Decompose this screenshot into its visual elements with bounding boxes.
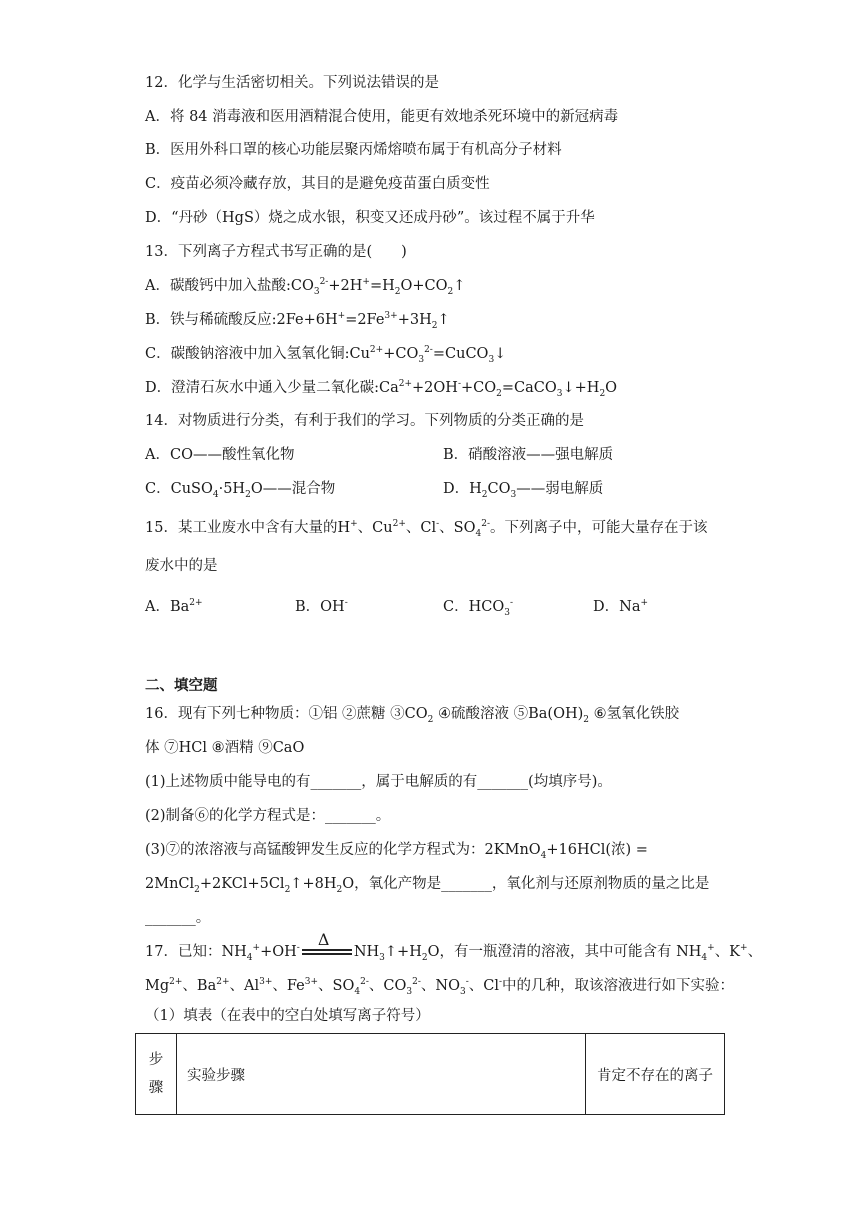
q13-option-a: A．碳酸钙中加入盐酸$:CO_3^{2-}+2H^+=H_2O+CO_2↑$ bbox=[145, 277, 466, 297]
q12-option-a: A．将 84 消毒液和医用酒精混合使用，能更有效地杀死环境中的新冠病毒 bbox=[145, 109, 619, 125]
q14-option-b: B．硝酸溶液——强电解质 bbox=[443, 447, 614, 463]
q16-part1: (1)上述物质中能导电的有_______，属于电解质的有_______(均填序号)。 bbox=[145, 774, 612, 790]
q16-stem-cont: 体 ⑦HCl ⑧酒精 ⑨CaO bbox=[145, 740, 305, 756]
table-row bbox=[136, 1034, 725, 1115]
q16-part3-cont: $2MnCl_2+2KCl+5Cl_2↑+8H_2O$，氧化产物是_______，氧化剂与还原剂物质的量之比是 bbox=[145, 876, 710, 895]
q13-option-b: B．铁与稀硫酸反应$:2Fe+6H^+=2Fe^{3+}+3H_2↑$ bbox=[145, 311, 450, 331]
q17-stem: 17．已知：$NH_4^++OH^-$ Δ $NH_3↑+H_2O$，有一瓶澄清的溶液，其中可能含有 $NH_4^+$、K+、 bbox=[145, 930, 763, 963]
q16-part2: (2)制备⑥的化学方程式是：_______。 bbox=[145, 808, 391, 824]
header-procedure: 实验步骤 bbox=[177, 1034, 586, 1115]
q14-option-c: C．$CuSO_4\cdot 5H_2O——$混合物 bbox=[145, 481, 336, 500]
q15-option-c: C．$HCO_3^-$ bbox=[443, 598, 514, 618]
header-step: 步 骤 bbox=[136, 1034, 177, 1115]
q15-option-a: A．$Ba^{2+}$ bbox=[145, 598, 203, 615]
q12-option-c: C．疫苗必须冷藏存放，其目的是避免疫苗蛋白质变性 bbox=[145, 176, 490, 192]
q16-stem: 16．现有下列七种物质：①铝 ②蔗糖 $③CO_2$ ④硫酸溶液 $⑤Ba(OH)_2$ ⑥氢氧化铁胶 bbox=[145, 706, 680, 725]
q16-part3-end: _______。 bbox=[145, 910, 211, 926]
header-absent-ions: 肯定不存在的离子 bbox=[586, 1034, 725, 1115]
q13-option-c: C．碳酸钠溶液中加入氢氧化铜$:Cu^{2+}+CO_3^{2-}=CuCO_3↓$ bbox=[145, 345, 507, 365]
section-title: 二、填空题 bbox=[145, 677, 218, 694]
heat-arrow-icon: Δ bbox=[300, 942, 354, 962]
q12-option-d: D．“丹砂（HgS）烧之成水银，积变又还成丹砂”。该过程不属于升华 bbox=[145, 210, 595, 226]
q14-option-d: D．$H_2CO_3——$弱电解质 bbox=[443, 481, 604, 500]
q14-stem: 14．对物质进行分类，有利于我们的学习。下列物质的分类正确的是 bbox=[145, 413, 584, 429]
q12-option-b: B．医用外科口罩的核心功能层聚丙烯熔喷布属于有机高分子材料 bbox=[145, 142, 562, 158]
experiment-table bbox=[135, 1033, 725, 1115]
q14-option-a: A．CO——酸性氧化物 bbox=[145, 447, 295, 463]
q17-ions: $Mg^{2+}$、$Ba^{2+}$、$Al^{3+}$、$Fe^{3+}$、$SO_4^{2-}$、$CO_3^{2-}$、$NO_3^-$、Cl-中的几种，取该溶液进行如下实验： bbox=[145, 977, 735, 997]
q15-option-b: B．OH- bbox=[295, 598, 348, 615]
q13-option-d: D．澄清石灰水中通入少量二氧化碳$:Ca^{2+}+2OH^-+CO_2=CaCO_3↓+H_2O$ bbox=[145, 379, 618, 399]
q15-option-d: D．Na+ bbox=[593, 598, 649, 615]
q16-part3: (3)⑦的浓溶液与高锰酸钾发生反应的化学方程式为：2KMnO$_4$+16HCl(浓) = bbox=[145, 842, 648, 861]
q15-stem: 15．某工业废水中含有大量的H+、$Cu^{2+}$、Cl-、$SO_4^{2-}$。下列离子中，可能大量存在于该 bbox=[145, 519, 708, 539]
q15-stem-cont: 废水中的是 bbox=[145, 558, 218, 574]
q13-stem: 13．下列离子方程式书写正确的是( ) bbox=[145, 244, 407, 260]
q12-stem: 12．化学与生活密切相关。下列说法错误的是 bbox=[145, 75, 439, 91]
q17-part1: （1）填表（在表中的空白处填写离子符号） bbox=[145, 1008, 430, 1024]
